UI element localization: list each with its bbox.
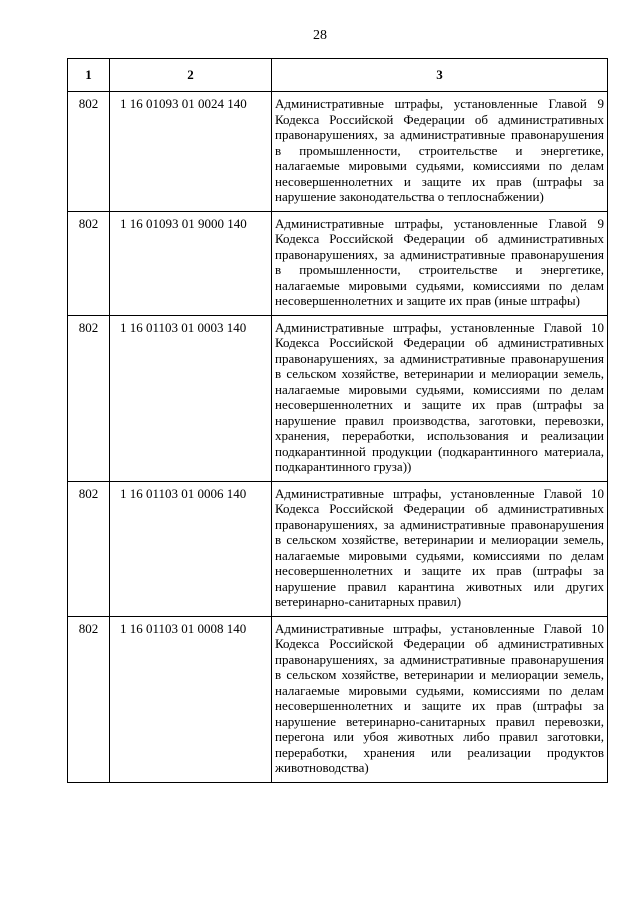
admin-code-cell: 802 — [68, 616, 110, 782]
table-row — [68, 211, 608, 315]
description-cell: Административные штрафы, установленные Главой 10 Кодекса Российской Федерации об административных правонарушениях, за административные правонарушения в сельском хозяйстве, ветеринарии и мелиорации земель, налагаемые мировыми судьями, комиссиями по делам несовершеннолетних и защите их прав (штрафы за нарушение правил производства, заготовки, перевозки, хранения, переработки, использования и реализации подкарантинной продукции (подкарантинного материала, подкарантинного груза)) — [272, 315, 608, 481]
column-header-2: 2 — [110, 59, 272, 92]
table-row — [68, 616, 608, 782]
admin-code-cell: 802 — [68, 315, 110, 481]
admin-code-cell: 802 — [68, 211, 110, 315]
table-row — [68, 92, 608, 212]
description-cell: Административные штрафы, установленные Главой 9 Кодекса Российской Федерации об административных правонарушениях, за административные правонарушения в промышленности, строительстве и энергетике, налагаемые мировыми судьями, комиссиями по делам несовершеннолетних и защите их прав (иные штрафы) — [272, 211, 608, 315]
description-cell: Административные штрафы, установленные Главой 9 Кодекса Российской Федерации об административных правонарушениях, за административные правонарушения в промышленности, строительстве и энергетике, налагаемые мировыми судьями, комиссиями по делам несовершеннолетних и защите их прав (штрафы за нарушение законодательства о теплоснабжении) — [272, 92, 608, 212]
budget-code-cell: 1 16 01093 01 0024 140 — [110, 92, 272, 212]
budget-code-cell: 1 16 01103 01 0003 140 — [110, 315, 272, 481]
page-number: 28 — [313, 28, 327, 43]
description-cell: Административные штрафы, установленные Главой 10 Кодекса Российской Федерации об административных правонарушениях, за административные правонарушения в сельском хозяйстве, ветеринарии и мелиорации земель, налагаемые мировыми судьями, комиссиями по делам несовершеннолетних и защите их прав (штрафы за нарушение ветеринарно-санитарных правил перевозки, перегона или убоя животных либо правил заготовки, переработки, хранения или реализации продуктов животноводства) — [272, 616, 608, 782]
budget-code-cell: 1 16 01093 01 9000 140 — [110, 211, 272, 315]
admin-code-cell: 802 — [68, 92, 110, 212]
admin-code-cell: 802 — [68, 481, 110, 616]
table-header-row — [68, 59, 608, 92]
table-row — [68, 481, 608, 616]
table-row — [68, 315, 608, 481]
column-header-3: 3 — [272, 59, 608, 92]
description-cell: Административные штрафы, установленные Главой 10 Кодекса Российской Федерации об административных правонарушениях, за административные правонарушения в сельском хозяйстве, ветеринарии и мелиорации земель, налагаемые мировыми судьями, комиссиями по делам несовершеннолетних и защите их прав (штрафы за нарушение правил карантина животных или других ветеринарно-санитарных правил) — [272, 481, 608, 616]
column-header-1: 1 — [68, 59, 110, 92]
budget-code-cell: 1 16 01103 01 0006 140 — [110, 481, 272, 616]
budget-code-cell: 1 16 01103 01 0008 140 — [110, 616, 272, 782]
budget-codes-table — [67, 58, 608, 783]
